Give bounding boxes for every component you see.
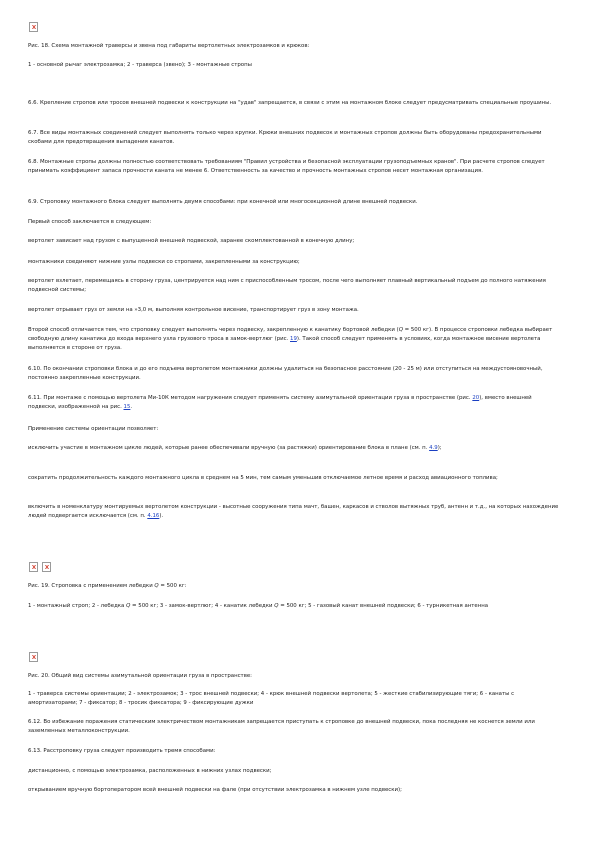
broken-image-icon xyxy=(29,562,38,572)
figure-20-link[interactable]: 20 xyxy=(472,395,480,401)
figure-19-link[interactable]: 19 xyxy=(290,336,297,342)
unslinging-method-1: дистанционно, с помощью электрозамка, расположенных в нижних узлах подвески; xyxy=(28,768,272,774)
paragraph-6-12: 6.12. Во избежание поражения статическим электричеством монтажникам запрещается приступать к строповке до внешней подвески, пока последняя не коснется земли или заземленных металлоконструкции. xyxy=(28,719,535,734)
figure-19-caption: Рис. 19. Строповка с применением лебедки Q = 500 кг: xyxy=(28,583,187,589)
paragraph-6-8: 6.8. Монтажные стропы должны полностью соответствовать требованиям "Правил устройства и безопасной эксплуатации грузоподъемных кранов". При расчете стропов следует принимать коэффициент запаса прочности каната не менее 6. Ответственность за качество и прочность монтажных стропов несет монтажная организация. xyxy=(28,159,545,174)
paragraph-6-9: 6.9. Строповку монтажного блока следует выполнять двумя способами: при конечной или многосекционной длине внешней подвески. xyxy=(28,199,418,205)
figure-15-link[interactable]: 15 xyxy=(123,404,131,410)
figure-20-legend: 1 - траверса системы ориентации; 2 - электрозамок; 3 - трос внешней подвески; 4 - крюк внешней подвески вертолета; 5 - жесткие стабилизирующие тяги; 6 - канаты с амортизаторами; 7 - фиксатор; 8 - тросик фиксатора; 9 - фиксирующие дужки xyxy=(28,691,515,706)
first-method-step-1: вертолет зависает над грузом с выпущенной внешней подвеской, заранее скомплектованной в конечную длину; xyxy=(28,238,355,244)
figure-18-caption: Рис. 18. Схема монтажной траверсы и звена под габариты вертолетных электрозамков и крюков: xyxy=(28,43,310,49)
orientation-benefit-2: сократить продолжительность каждого монтажного цикла в среднем на 5 мин, тем самым уменьшив отключаемое летное время и расход авиационного топлива; xyxy=(28,475,498,481)
figure-20-caption: Рис. 20. Общий вид системы азимутальной ориентации груза в пространстве: xyxy=(28,673,253,679)
broken-image-icon xyxy=(29,652,38,662)
paragraph-6-11: 6.11. При монтаже с помощью вертолета Ми-10К методом нагружения следует применять систему азимутальной ориентации груза в пространстве (рис. 20), вместо внешней подвески, изображенной на рис. 15. xyxy=(28,395,532,410)
orientation-benefit-1: исключить участие в монтажном цикле людей, которые ранее обеспечивали вручную (за растяжки) ориентирование блока в плане (см. п. 4.9); xyxy=(28,445,442,451)
paragraph-6-10: 6.10. По окончании строповки блока и до его подъема вертолетом монтажники должны удалиться на безопасное расстояние (20 - 25 м) или отступиться на междустояновочный, постоянно закрепленные конструкции. xyxy=(28,366,543,381)
broken-image-icon xyxy=(42,562,51,572)
paragraph-6-7: 6.7. Все виды монтажных соединений следует выполнять только через крупки. Крюки внешних подвесок и монтажных стропов должны быть оборудованы предохранительными скобами для предотвращения выпадения канатов. xyxy=(28,130,542,145)
clause-4-16-link[interactable]: 4.16 xyxy=(147,513,160,519)
unslinging-method-2: открыванием вручную бортоператором всей внешней подвески на фале (при отсутствии электрозамка в нижнем узле подвески); xyxy=(28,787,402,793)
figure-19-legend: 1 - монтажный строп; 2 - лебедка Q = 500 кг; 3 - замок-вертлюг; 4 - канатик лебедки Q = 500 кг; 5 - газовый канат внешней подвески; 6 - турникетная антенна xyxy=(28,603,489,609)
first-method-heading: Первый способ заключается в следующем: xyxy=(28,219,152,225)
first-method-step-2: монтажники соединяют нижние узлы подвески со стропами, закрепленными за конструкцию; xyxy=(28,259,300,265)
orientation-benefit-3: включить в номенклатуру монтируемых вертолетом конструкции - высотные сооружения типа мачт, башен, каркасов и стволов вытяжных труб, антенн и т.д., на которых нахождение людей подвергается исключается (см. п. 4.16). xyxy=(28,504,559,519)
figure-18-legend: 1 - основной рычаг электрозамка; 2 - траверса (звено); 3 - монтажные стропы xyxy=(28,62,252,68)
first-method-step-4: вертолет отрывает груз от земли на »3,0 м, выполняя контрольное висение, транспортирует груз в зону монтажа. xyxy=(28,307,359,313)
orientation-allows-heading: Применение системы ориентации позволяет: xyxy=(28,426,159,432)
first-method-step-3: вертолет взлетает, перемещаясь в сторону груза, центрируется над ним с приспособленным тросом, после чего выполняет плавный вертикальный подъем до полного натяжения подвесной системы; xyxy=(28,278,546,293)
second-method-paragraph: Второй способ отличается тем, что строповку следует выполнять через подвеску, закрепленную к канатику бортовой лебедки (Q = 500 кг). В процессе строповки лебедка выбирает свободную длину канатика до входа верхнего узла грузового троса в замок-вертлюг (рис. 19). Такой способ следует применять в условиях, когда монтажное висение вертолета выполняется в стороне от груза. xyxy=(28,327,553,351)
clause-4-9-link[interactable]: 4.9 xyxy=(429,445,438,451)
paragraph-6-6: 6.6. Крепление стропов или тросов внешней подвески к конструкции на "удав" запрещается, в связи с этим на монтажном блоке следует предусматривать специальные проушины. xyxy=(28,100,552,106)
paragraph-6-13: 6.13. Расстроповку груза следует производить тремя способами: xyxy=(28,748,216,754)
broken-image-icon xyxy=(29,22,38,32)
